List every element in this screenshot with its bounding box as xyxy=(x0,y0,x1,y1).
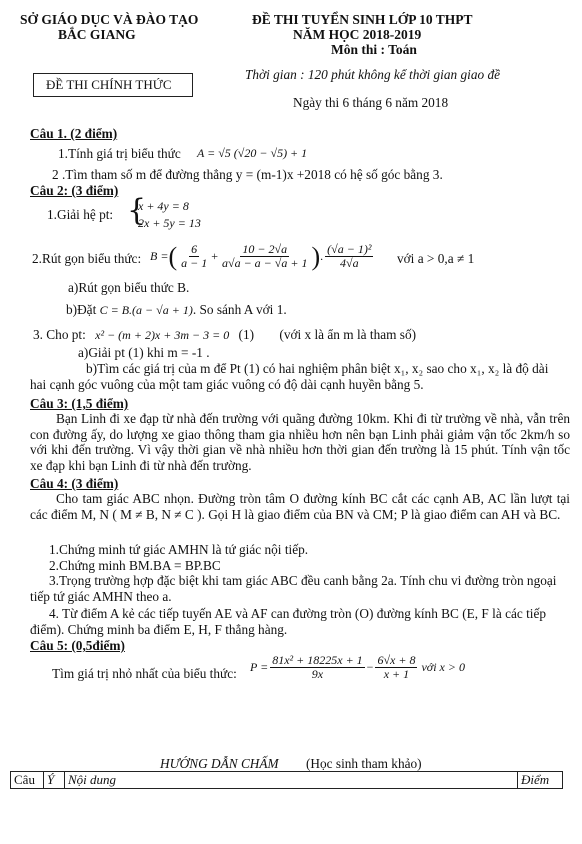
col-question: Câu xyxy=(11,772,44,789)
q3-text: Bạn Linh đi xe đạp từ nhà đến trường với quãng đường 10km. Khi đi từ trường về nhà, vẫn trên con đường ấy, do lượng xe giao thông tham gia nhiều hơn nên bạn Linh phải giảm vận tốc 2km/h so với khi đến trường. Vì vậy thời gian về nhà nhiều hơn thời gian đến trường là 15 phút. Tính vận tốc xe đạp khi bạn Linh đi từ nhà đến trường. xyxy=(30,411,570,473)
col-item: Ý xyxy=(44,772,65,789)
exam-title: ĐỀ THI TUYỂN SINH LỚP 10 THPT xyxy=(252,12,473,27)
department-name: SỞ GIÁO DỤC VÀ ĐÀO TẠO xyxy=(20,12,199,27)
q1-item1-text: 1.Tính giá trị biểu thức xyxy=(58,146,181,161)
fraction-p1: $\frac{\text{81x² + 18225x + 1}}{9x}$ xyxy=(272,653,363,681)
expression-p: P = $\frac{\text{81x² + 18225x + 1}}{9x}$ − $\frac{6√x + 8}{x + 1}$ với x > 0 xyxy=(250,653,465,681)
system-equation-2: 2x + 5y = 13 xyxy=(138,216,201,230)
q1-item2-text: 2 .Tìm tham số m để đường thẳng y = (m-1)x +2018 có hệ số góc bằng 3. xyxy=(52,167,443,182)
q4-intro: Cho tam giác ABC nhọn. Đường tròn tâm O đường kính BC cắt các cạnh AB, AC lần lượt tại các điểm M, N ( M ≠ B, N ≠ C ). Gọi H là giao điểm của BN và CM; P là giao điểm can AH và BC. xyxy=(30,491,570,522)
q2-simplify-label: 2.Rút gọn biểu thức: xyxy=(32,251,142,266)
grading-note: (Học sinh tham khảo) xyxy=(306,756,422,771)
q4-part2: 2.Chứng minh BM.BA = BP.BC xyxy=(49,558,221,573)
fraction-p2: $\frac{6√x + 8}{x + 1}$ xyxy=(377,653,416,681)
question-1-title: Câu 1. (2 điểm) xyxy=(30,126,118,141)
p-condition: với x > 0 xyxy=(421,660,465,674)
q2-sub-a: a)Rút gọn biểu thức B. xyxy=(68,280,190,295)
q4-part4: 4. Từ điểm A kẻ các tiếp tuyến AE và AF can đường tròn (O) đường kính BC (E, F là các tiếp điểm). Chứng minh ba điểm E, H, F thẳng hàng. xyxy=(30,606,547,637)
q4-part3: 3.Trọng trường hợp đặc biệt khi tam giác ABC đều canh bằng 2a. Tính chu vi đường tròn ngoại tiếp tứ giác AMHN theo a. xyxy=(30,573,557,604)
q4-part1: 1.Chứng minh tứ giác AMHN là tứ giác nội tiếp. xyxy=(49,542,309,557)
expression-c: C = B.(a − √a + 1) xyxy=(99,303,193,317)
question-2-title: Câu 2: (3 điểm) xyxy=(30,183,119,198)
quadratic-equation: x² − (m + 2)x + 3m − 3 = 0 xyxy=(95,328,230,342)
q2-part3-a: a)Giải pt (1) khi m = -1 . xyxy=(78,345,210,360)
b-condition: với a > 0,a ≠ 1 xyxy=(397,251,475,266)
fraction-1: $\frac{6}{a - 1}$ xyxy=(181,242,208,270)
official-exam-box xyxy=(33,73,193,97)
system-equation-1: x + 4y = 8 xyxy=(138,199,189,213)
col-content: Nội dung xyxy=(65,772,518,789)
q2-part3-note: (với x là ẩn m là tham số) xyxy=(279,327,417,342)
grading-title: HƯỚNG DẪN CHẤM xyxy=(160,756,279,771)
exam-duration: Thời gian : 120 phút không kể thời gian giao đề xyxy=(245,67,500,82)
exam-date: Ngày thi 6 tháng 6 năm 2018 xyxy=(293,95,449,110)
q2-part3-b: b)Tìm các giá trị của m để Pt (1) có hai nghiệm phân biệt x₁, x₂ sao cho x₁, x₂ là độ dài hai cạnh góc vuông của một tam giác vuông có độ dài cạnh huyền bằng 5. xyxy=(30,361,549,392)
table-row xyxy=(11,772,563,789)
p-prefix: P = xyxy=(250,660,269,674)
question-3-title: Câu 3: (1,5 điểm) xyxy=(30,396,129,411)
fraction-2: $\frac{10 - 2√a}{a√a - a - √a + 1}$ xyxy=(222,242,308,270)
q1-item1-expression: A = √5 (√20 − √5) + 1 xyxy=(197,146,308,160)
official-exam-label: ĐỀ THI CHÍNH THỨC xyxy=(46,77,172,92)
left-paren: ( xyxy=(168,241,178,271)
grading-table xyxy=(10,771,563,789)
right-paren: ) xyxy=(311,241,321,271)
b-prefix: B = xyxy=(150,249,169,263)
q2-sub-b: b)Đặt C = B.(a − √a + 1). So sánh A với 1. xyxy=(66,302,287,317)
q2-system-label: 1.Giải hệ pt: xyxy=(47,207,114,222)
question-5-title: Câu 5: (0,5điểm) xyxy=(30,638,125,653)
system-brace: { xyxy=(127,193,147,228)
q2-part3-label: 3. Cho pt: xyxy=(33,327,86,342)
school-year: NĂM HỌC 2018-2019 xyxy=(293,27,422,42)
q2-part3-line: 3. Cho pt: x² − (m + 2)x + 3m − 3 = 0 (1) (với x là ẩn m là tham số) xyxy=(33,327,417,342)
expression-b: B = ( $\frac{6}{a - 1}$ + $\frac{10 - 2√a}{a√a - a - √a + 1}$ ) . $\frac{\text{(√a − 1)²}}{4√a}$ xyxy=(150,241,372,271)
q5-label: Tìm giá trị nhỏ nhất của biểu thức: xyxy=(52,666,237,681)
question-4-title: Câu 4: (3 điểm) xyxy=(30,476,119,491)
subject: Môn thi : Toán xyxy=(331,42,417,57)
fraction-3: $\frac{\text{(√a − 1)²}}{4√a}$ xyxy=(327,242,372,270)
province-name: BẮC GIANG xyxy=(58,27,136,42)
col-score: Điểm xyxy=(518,772,563,789)
